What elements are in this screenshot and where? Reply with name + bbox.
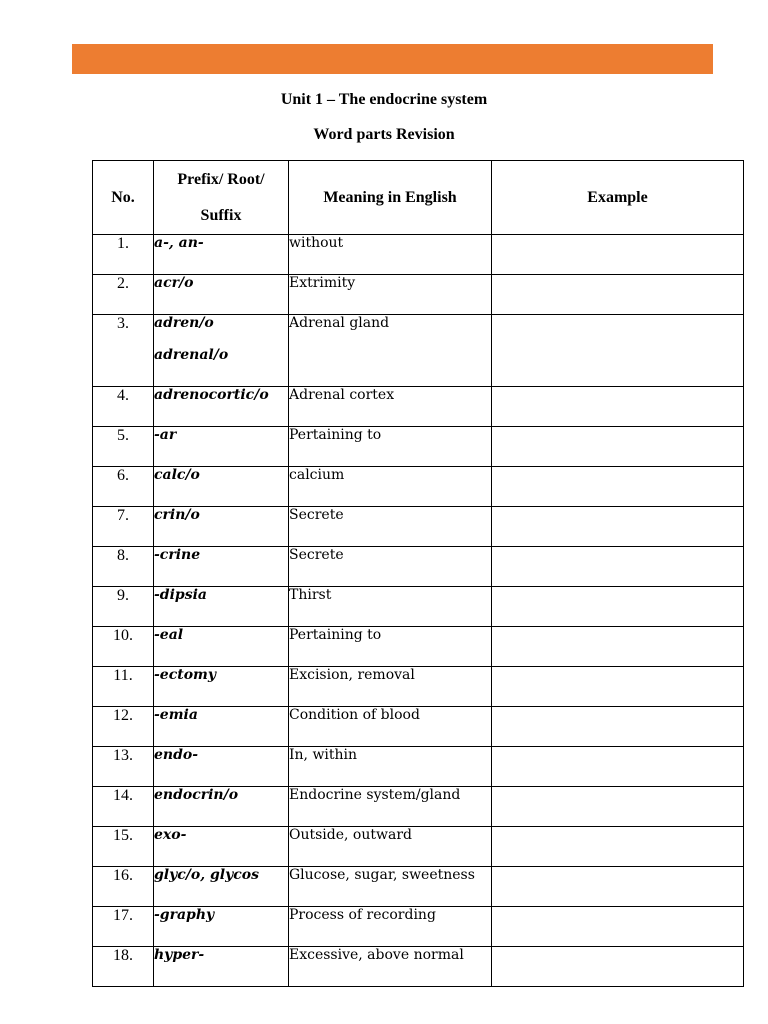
table-row	[93, 747, 744, 787]
word-part: exo-	[154, 827, 187, 843]
word-part: -eal	[154, 627, 184, 643]
example-cell	[492, 667, 744, 707]
table-row	[93, 827, 744, 867]
word-part: adrenocortic/o	[154, 387, 269, 403]
header-prefix-line2: Suffix	[200, 206, 242, 224]
word-part-cell	[154, 627, 289, 667]
example-cell	[492, 787, 744, 827]
meaning-cell: Pertaining to	[289, 627, 492, 667]
word-part-cell	[154, 707, 289, 747]
meaning-cell: Secrete	[289, 547, 492, 587]
table-header-row	[93, 161, 744, 235]
word-part: -ectomy	[154, 667, 216, 683]
word-part: -dipsia	[154, 587, 207, 603]
header-no: No.	[93, 161, 154, 235]
table-row	[93, 315, 744, 387]
table-body	[93, 235, 744, 987]
meaning-cell: Secrete	[289, 507, 492, 547]
word-part-cell	[154, 275, 289, 315]
example-cell	[492, 315, 744, 387]
example-cell	[492, 275, 744, 315]
example-cell	[492, 947, 744, 987]
word-part-cell	[154, 827, 289, 867]
word-part-cell	[154, 467, 289, 507]
header-prefix-line1: Prefix/ Root/	[177, 170, 265, 188]
row-number: 3.	[93, 315, 154, 387]
meaning-cell: Condition of blood	[289, 707, 492, 747]
header-meaning: Meaning in English	[289, 161, 492, 235]
meaning-cell: Process of recording	[289, 907, 492, 947]
row-number: 1.	[93, 235, 154, 275]
example-cell	[492, 907, 744, 947]
meaning-cell: Pertaining to	[289, 427, 492, 467]
meaning-cell: Outside, outward	[289, 827, 492, 867]
table-row	[93, 547, 744, 587]
word-part-cell	[154, 867, 289, 907]
example-cell	[492, 427, 744, 467]
table-row	[93, 947, 744, 987]
word-part: -graphy	[154, 907, 215, 923]
word-part-cell	[154, 667, 289, 707]
table-row	[93, 707, 744, 747]
row-number: 12.	[93, 707, 154, 747]
row-number: 7.	[93, 507, 154, 547]
word-part: calc/o	[154, 467, 200, 483]
table-row	[93, 907, 744, 947]
example-cell	[492, 235, 744, 275]
example-cell	[492, 507, 744, 547]
word-part-cell	[154, 547, 289, 587]
example-cell	[492, 587, 744, 627]
word-part: a-, an-	[154, 235, 204, 251]
word-part: crin/o	[154, 507, 200, 523]
word-part: endo-	[154, 747, 199, 763]
row-number: 9.	[93, 587, 154, 627]
example-cell	[492, 867, 744, 907]
row-number: 13.	[93, 747, 154, 787]
row-number: 16.	[93, 867, 154, 907]
meaning-cell: Excision, removal	[289, 667, 492, 707]
meaning-cell: Extrimity	[289, 275, 492, 315]
row-number: 5.	[93, 427, 154, 467]
table-row	[93, 427, 744, 467]
word-parts-table	[92, 160, 744, 987]
meaning-cell: In, within	[289, 747, 492, 787]
table-row	[93, 787, 744, 827]
word-part: -ar	[154, 427, 177, 443]
row-number: 11.	[93, 667, 154, 707]
row-number: 14.	[93, 787, 154, 827]
meaning-cell: Thirst	[289, 587, 492, 627]
table-row	[93, 667, 744, 707]
meaning-cell: Adrenal gland	[289, 315, 492, 387]
row-number: 2.	[93, 275, 154, 315]
row-number: 6.	[93, 467, 154, 507]
table-row	[93, 587, 744, 627]
word-part-cell	[154, 387, 289, 427]
row-number: 15.	[93, 827, 154, 867]
word-part-cell	[154, 787, 289, 827]
word-part: -emia	[154, 707, 198, 723]
header-color-bar	[72, 44, 713, 74]
word-part-cell	[154, 907, 289, 947]
word-part-cell	[154, 747, 289, 787]
table-row	[93, 235, 744, 275]
row-number: 10.	[93, 627, 154, 667]
meaning-cell: Endocrine system/gland	[289, 787, 492, 827]
table-row	[93, 867, 744, 907]
example-cell	[492, 707, 744, 747]
word-part: acr/o	[154, 275, 194, 291]
row-number: 17.	[93, 907, 154, 947]
table-row	[93, 627, 744, 667]
meaning-cell: Excessive, above normal	[289, 947, 492, 987]
word-part-cell	[154, 235, 289, 275]
table-row	[93, 467, 744, 507]
word-part: endocrin/o	[154, 787, 239, 803]
word-part: adrenal/o	[154, 347, 229, 363]
table-row	[93, 275, 744, 315]
word-part-cell	[154, 587, 289, 627]
header-example: Example	[492, 161, 744, 235]
table-row	[93, 507, 744, 547]
meaning-cell: Adrenal cortex	[289, 387, 492, 427]
meaning-cell: Glucose, sugar, sweetness	[289, 867, 492, 907]
row-number: 8.	[93, 547, 154, 587]
table-row	[93, 387, 744, 427]
document-subtitle: Word parts Revision	[313, 126, 455, 143]
word-part-cell	[154, 315, 289, 387]
row-number: 4.	[93, 387, 154, 427]
example-cell	[492, 467, 744, 507]
example-cell	[492, 827, 744, 867]
word-part-cell	[154, 427, 289, 467]
word-part: -crine	[154, 547, 201, 563]
meaning-cell: without	[289, 235, 492, 275]
word-part-cell	[154, 507, 289, 547]
example-cell	[492, 627, 744, 667]
meaning-cell: calcium	[289, 467, 492, 507]
example-cell	[492, 387, 744, 427]
header-prefix-root-suffix	[154, 161, 289, 235]
word-part: glyc/o, glycos	[154, 867, 259, 883]
example-cell	[492, 747, 744, 787]
word-part: hyper-	[154, 947, 205, 963]
document-title: Unit 1 – The endocrine system	[280, 91, 488, 108]
example-cell	[492, 547, 744, 587]
row-number: 18.	[93, 947, 154, 987]
word-part-cell	[154, 947, 289, 987]
word-part: adren/o	[154, 315, 214, 331]
